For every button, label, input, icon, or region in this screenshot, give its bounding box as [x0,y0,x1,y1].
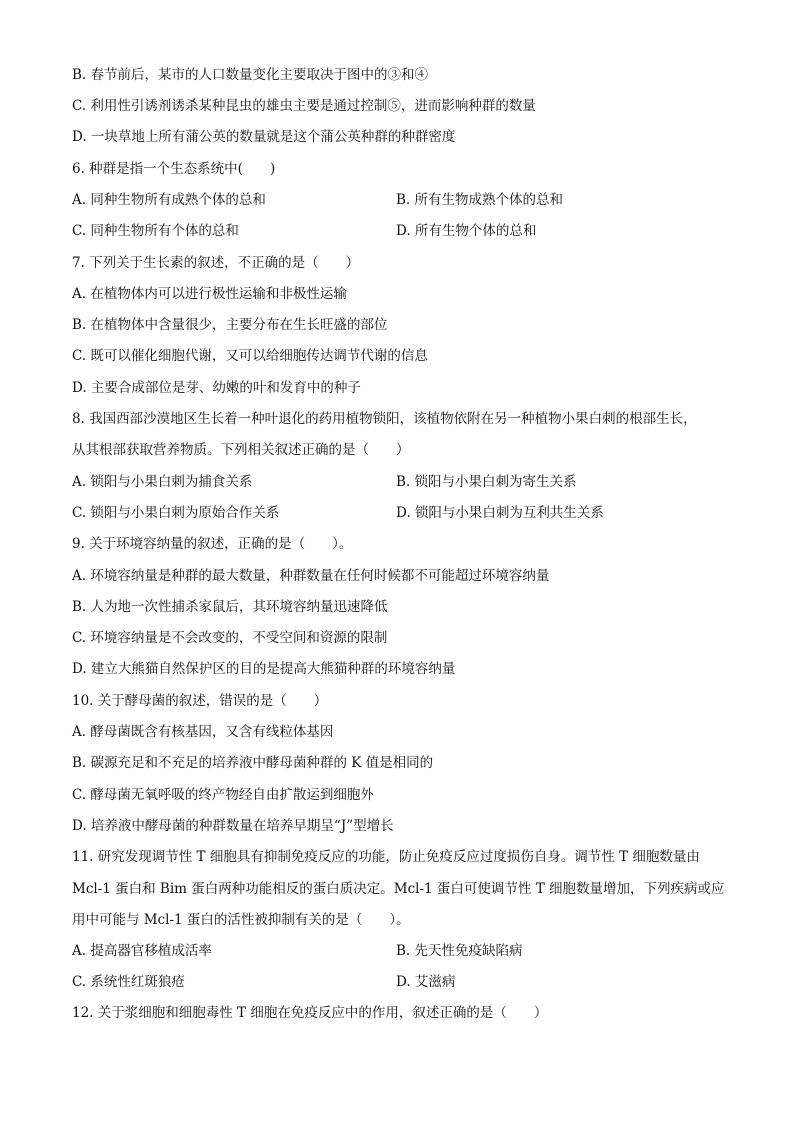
q11-option-a: A. 提高器官移植成活率 [72,943,212,959]
q8-options-row-2 [72,502,734,524]
q6-options-row-1 [72,189,734,211]
q5-option-b: B. 春节前后，某市的人口数量变化主要取决于图中的③和④ [72,67,429,83]
q7-option-c: C. 既可以催化细胞代谢，又可以给细胞传达调节代谢的信息 [72,348,428,364]
q12-stem: 12. 关于浆细胞和细胞毒性 T 细胞在免疫反应中的作用，叙述正确的是（ ） [72,1005,548,1021]
q11-options-row-1 [72,940,734,962]
q10-option-d: D. 培养液中酵母菌的种群数量在培养早期呈“J”型增长 [72,818,394,834]
q8-stem-line-1: 8. 我国西部沙漠地区生长着一种叶退化的药用植物锁阳，该植物依附在另一种植物小果白刺的根部生长， [72,411,697,427]
q6-options-row-2 [72,220,734,242]
q7-option-a: A. 在植物体内可以进行极性运输和非极性运输 [72,286,347,302]
q11-stem-line-1: 11. 研究发现调节性 T 细胞具有抑制免疫反应的功能，防止免疫反应过度损伤自身。调节性 T 细胞数量由 [72,849,700,865]
q8-option-c: C. 锁阳与小果白刺为原始合作关系 [72,505,280,521]
q10-option-c: C. 酵母菌无氧呼吸的终产物经自由扩散运到细胞外 [72,787,374,803]
q7-option-b: B. 在植物体中含量很少，主要分布在生长旺盛的部位 [72,317,388,333]
q6-option-b: B. 所有生物成熟个体的总和 [396,192,564,208]
q11-stem-line-3: 用中可能与 Mcl-1 蛋白的活性被抑制有关的是（ ）。 [72,912,410,928]
q6-option-a: A. 同种生物所有成熟个体的总和 [72,192,266,208]
q9-option-c: C. 环境容纳量是不会改变的，不受空间和资源的限制 [72,630,388,646]
q6-option-d: D. 所有生物个体的总和 [396,223,537,239]
q9-option-b: B. 人为地一次性捕杀家鼠后，其环境容纳量迅速降低 [72,599,388,615]
q11-option-d: D. 艾滋病 [396,974,456,990]
q9-option-a: A. 环境容纳量是种群的最大数量，种群数量在任何时候都不可能超过环境容纳量 [72,568,550,584]
q11-stem-line-2: Mcl-1 蛋白和 Bim 蛋白两种功能相反的蛋白质决定。Mcl-1 蛋白可使调节性 T 细胞数量增加，下列疾病或应 [72,881,725,897]
q5-option-c: C. 利用性引诱剂诱杀某种昆虫的雄虫主要是通过控制⑤，进而影响种群的数量 [72,98,536,114]
q10-stem: 10. 关于酵母菌的叙述，错误的是（ ） [72,693,328,709]
q9-option-d: D. 建立大熊猫自然保护区的目的是提高大熊猫种群的环境容纳量 [72,661,456,677]
q8-stem-line-2: 从其根部获取营养物质。下列相关叙述正确的是（ ） [72,442,410,458]
q10-option-b: B. 碳源充足和不充足的培养液中酵母菌种群的 K 值是相同的 [72,755,434,771]
q6-option-c: C. 同种生物所有个体的总和 [72,223,239,239]
q8-option-a: A. 锁阳与小果白刺为捕食关系 [72,474,253,490]
q9-stem: 9. 关于环境容纳量的叙述，正确的是（ ）。 [72,536,353,552]
q5-option-d: D. 一块草地上所有蒲公英的数量就是这个蒲公英种群的种群密度 [72,129,456,145]
q6-stem: 6. 种群是指一个生态系统中( ) [72,161,276,177]
q7-option-d: D. 主要合成部位是芽、幼嫩的叶和发育中的种子 [72,380,361,396]
q11-options-row-2 [72,971,734,993]
q10-option-a: A. 酵母菌既含有核基因，又含有线粒体基因 [72,724,334,740]
q8-option-b: B. 锁阳与小果白刺为寄生关系 [396,474,577,490]
q11-option-b: B. 先天性免疫缺陷病 [396,943,523,959]
q7-stem: 7. 下列关于生长素的叙述，不正确的是（ ） [72,255,360,271]
q8-option-d: D. 锁阳与小果白刺为互利共生关系 [396,505,604,521]
q11-option-c: C. 系统性红斑狼疮 [72,974,185,990]
q8-options-row-1 [72,471,734,493]
